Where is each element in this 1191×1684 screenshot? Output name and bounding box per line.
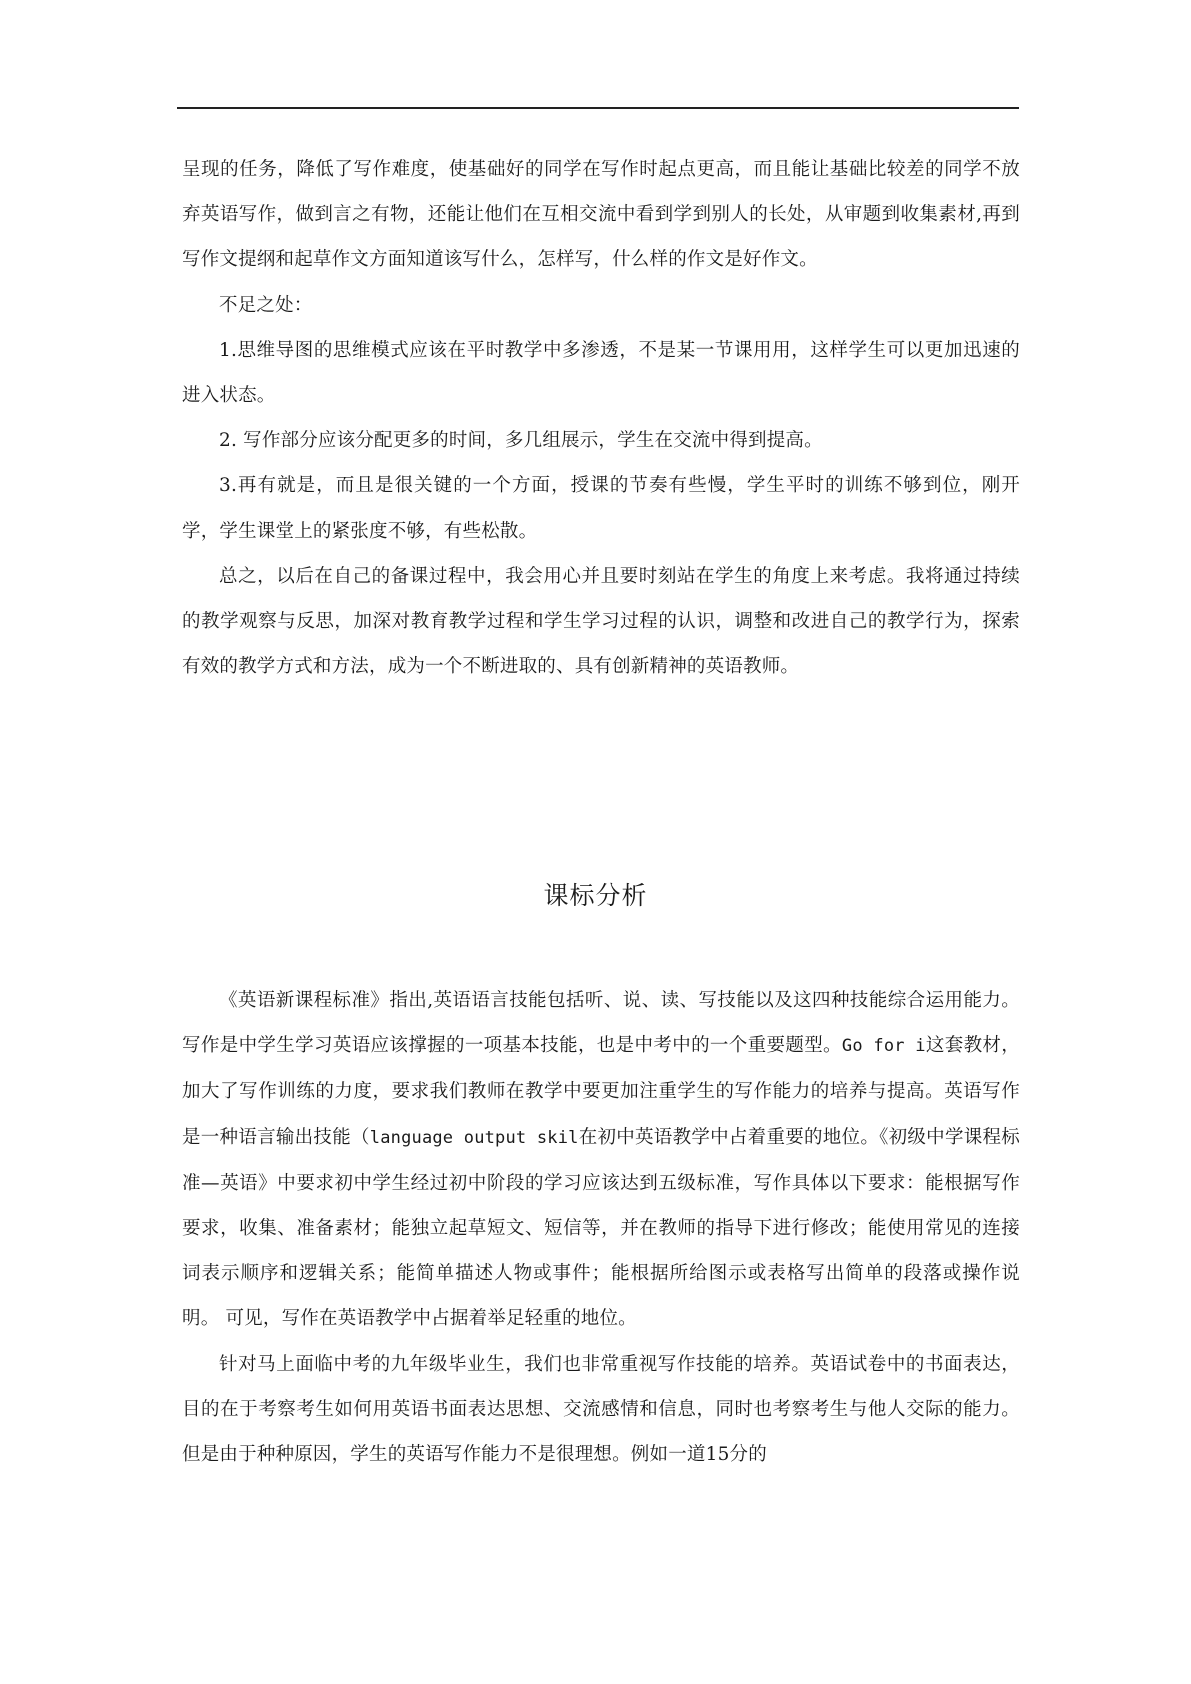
section-title: 课标分析 [543, 880, 648, 910]
paragraph-point-1: 1.思维导图的思维模式应该在平时教学中多渗透，不是某一节课用用，这样学生可以更加迅速的进入状态。 [182, 339, 1020, 407]
paragraph-shortcomings-heading: 不足之处： [219, 294, 313, 316]
paragraph-point-3: 3.再有就是，而且是很关键的一个方面，授课的节奏有些慢，学生平时的训练不够到位，刚开学，学生课堂上的紧张度不够，有些松散。 [182, 475, 1020, 542]
standards-text-2: 这套教材，加大了写作训练的力度，要求我们教师在教学中要更加注重学生的写作能力的培养与提高。英语写作是一种语言输出技能（ [182, 1035, 1020, 1148]
header-rule [177, 107, 1019, 109]
paragraph-point-2: 2. 写作部分应该分配更多的时间，多几组展示，学生在交流中得到提高。 [219, 430, 823, 452]
standards-text-1: 《英语新课程标准》指出,英语语言技能包括听、说、读、写技能以及这四种技能综合运用能力。写作是中学生学习英语应该撑握的一项基本技能，也是中考中的一个重要题型。 [182, 990, 1020, 1057]
reflection-section [182, 147, 1020, 689]
paragraph-standards [182, 978, 1020, 1342]
textbook-name: Go for i [841, 1036, 926, 1057]
standards-text-3: 在初中英语教学中占着重要的地位。《初级中学课程标准—英语》中要求初中学生经过初中阶段的学习应该达到五级标准，写作具体以下要求：能根据写作要求，收集、准备素材；能独立起草短文、短信等，并在教师的指导下进行修改；能使用常见的连接词表示顺序和逻辑关系；能简单描述人物或事件；能根据所给图示或表格写出简单的段落或操作说明。 可见，写作在英语教学中占据着举足轻重的地位。 [182, 1126, 1020, 1330]
curriculum-analysis-section [182, 978, 1020, 1477]
paragraph-grade-nine: 针对马上面临中考的九年级毕业生，我们也非常重视写作技能的培养。英语试卷中的书面表达，目的在于考察考生如何用英语书面表达思想、交流感情和信息，同时也考察考生与他人交际的能力。但是由于种种原因，学生的英语写作能力不是很理想。例如一道15分的 [182, 1353, 1020, 1466]
paragraph-conclusion: 总之，以后在自己的备课过程中，我会用心并且要时刻站在学生的角度上来考虑。我将通过持续的教学观察与反思，加深对教育教学过程和学生学习过程的认识，调整和改进自己的教学行为，探索有效的教学方式和方法，成为一个不断进取的、具有创新精神的英语教师。 [182, 565, 1020, 678]
language-output-term: language output skil [369, 1127, 579, 1148]
paragraph-continuation: 呈现的任务，降低了写作难度，使基础好的同学在写作时起点更高，而且能让基础比较差的同学不放弃英语写作，做到言之有物，还能让他们在互相交流中看到学到别人的长处，从审题到收集素材,再到写作文提纲和起草作文方面知道该写什么，怎样写，什么样的作文是好作文。 [182, 159, 1020, 271]
